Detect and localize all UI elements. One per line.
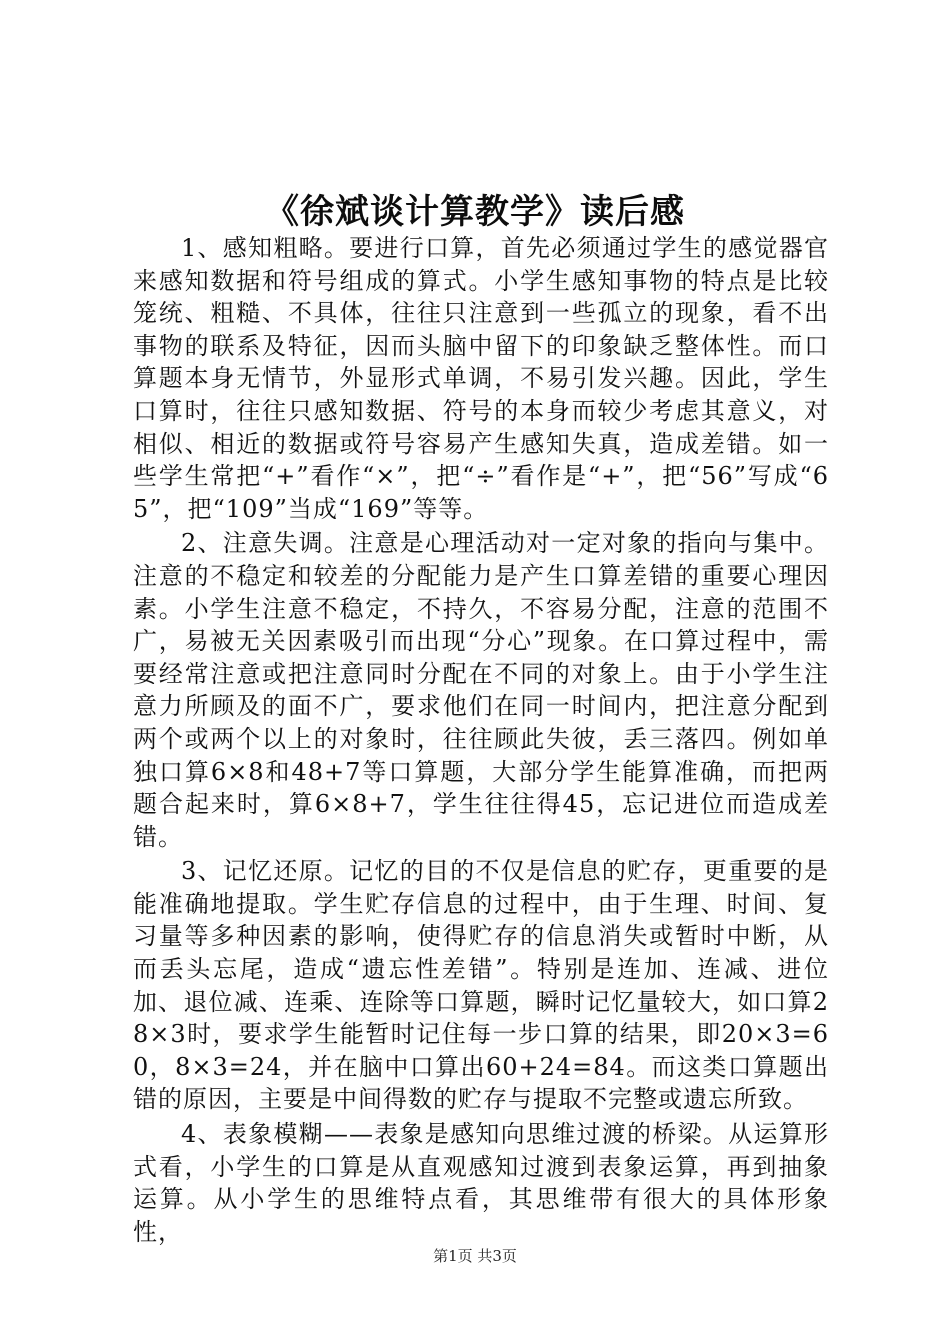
page-footer — [0, 1246, 950, 1266]
page-indicator: 第1页 共3页 — [433, 1247, 517, 1265]
paragraph-4: 4、表象模糊——表象是感知向思维过渡的桥梁。从运算形式看，小学生的口算是从直观感知过渡到表象运算，再到抽象运算。从小学生的思维特点看，其思维带有很大的具体形象性， — [133, 1120, 829, 1246]
paragraph-2: 2、注意失调。注意是心理活动对一定对象的指向与集中。注意的不稳定和较差的分配能力是产生口算差错的重要心理因素。小学生注意不稳定，不持久，不容易分配，注意的范围不广，易被无关因素吸引而出现“分心”现象。在口算过程中，需要经常注意或把注意同时分配在不同的对象上。由于小学生注意力所顾及的面不广，要求他们在同一时间内，把注意分配到两个或两个以上的对象时，往往顾此失彼，丢三落四。例如单独口算6×8和48+7等口算题，大部分学生能算准确，而把两题合起来时，算6×8+7，学生往往得45，忘记进位而造成差错。 — [133, 529, 829, 851]
paragraph-1: 1、感知粗略。要进行口算，首先必须通过学生的感觉器官来感知数据和符号组成的算式。小学生感知事物的特点是比较笼统、粗糙、不具体，往往只注意到一些孤立的现象，看不出事物的联系及特征，因而头脑中留下的印象缺乏整体性。而口算题本身无情节，外显形式单调，不易引发兴趣。因此，学生口算时，往往只感知数据、符号的本身而较少考虑其意义，对相似、相近的数据或符号容易产生感知失真，造成差错。如一些学生常把“+”看作“×”，把“÷”看作是“+”，把“56”写成“65”，把“109”当成“169”等等。 — [133, 234, 829, 523]
paragraph-3: 3、记忆还原。记忆的目的不仅是信息的贮存，更重要的是能准确地提取。学生贮存信息的过程中，由于生理、时间、复习量等多种因素的影响，使得贮存的信息消失或暂时中断，从而丢头忘尾，造成“遗忘性差错”。特别是连加、连减、进位加、退位减、连乘、连除等口算题，瞬时记忆量较大，如口算28×3时，要求学生能暂时记住每一步口算的结果，即20×3=60，8×3=24，并在脑中口算出60+24=84。而这类口算题出错的原因，主要是中间得数的贮存与提取不完整或遗忘所致。 — [133, 857, 829, 1114]
document-title: 《徐斌谈计算教学》读后感 — [265, 192, 685, 232]
document-body — [133, 232, 829, 1248]
